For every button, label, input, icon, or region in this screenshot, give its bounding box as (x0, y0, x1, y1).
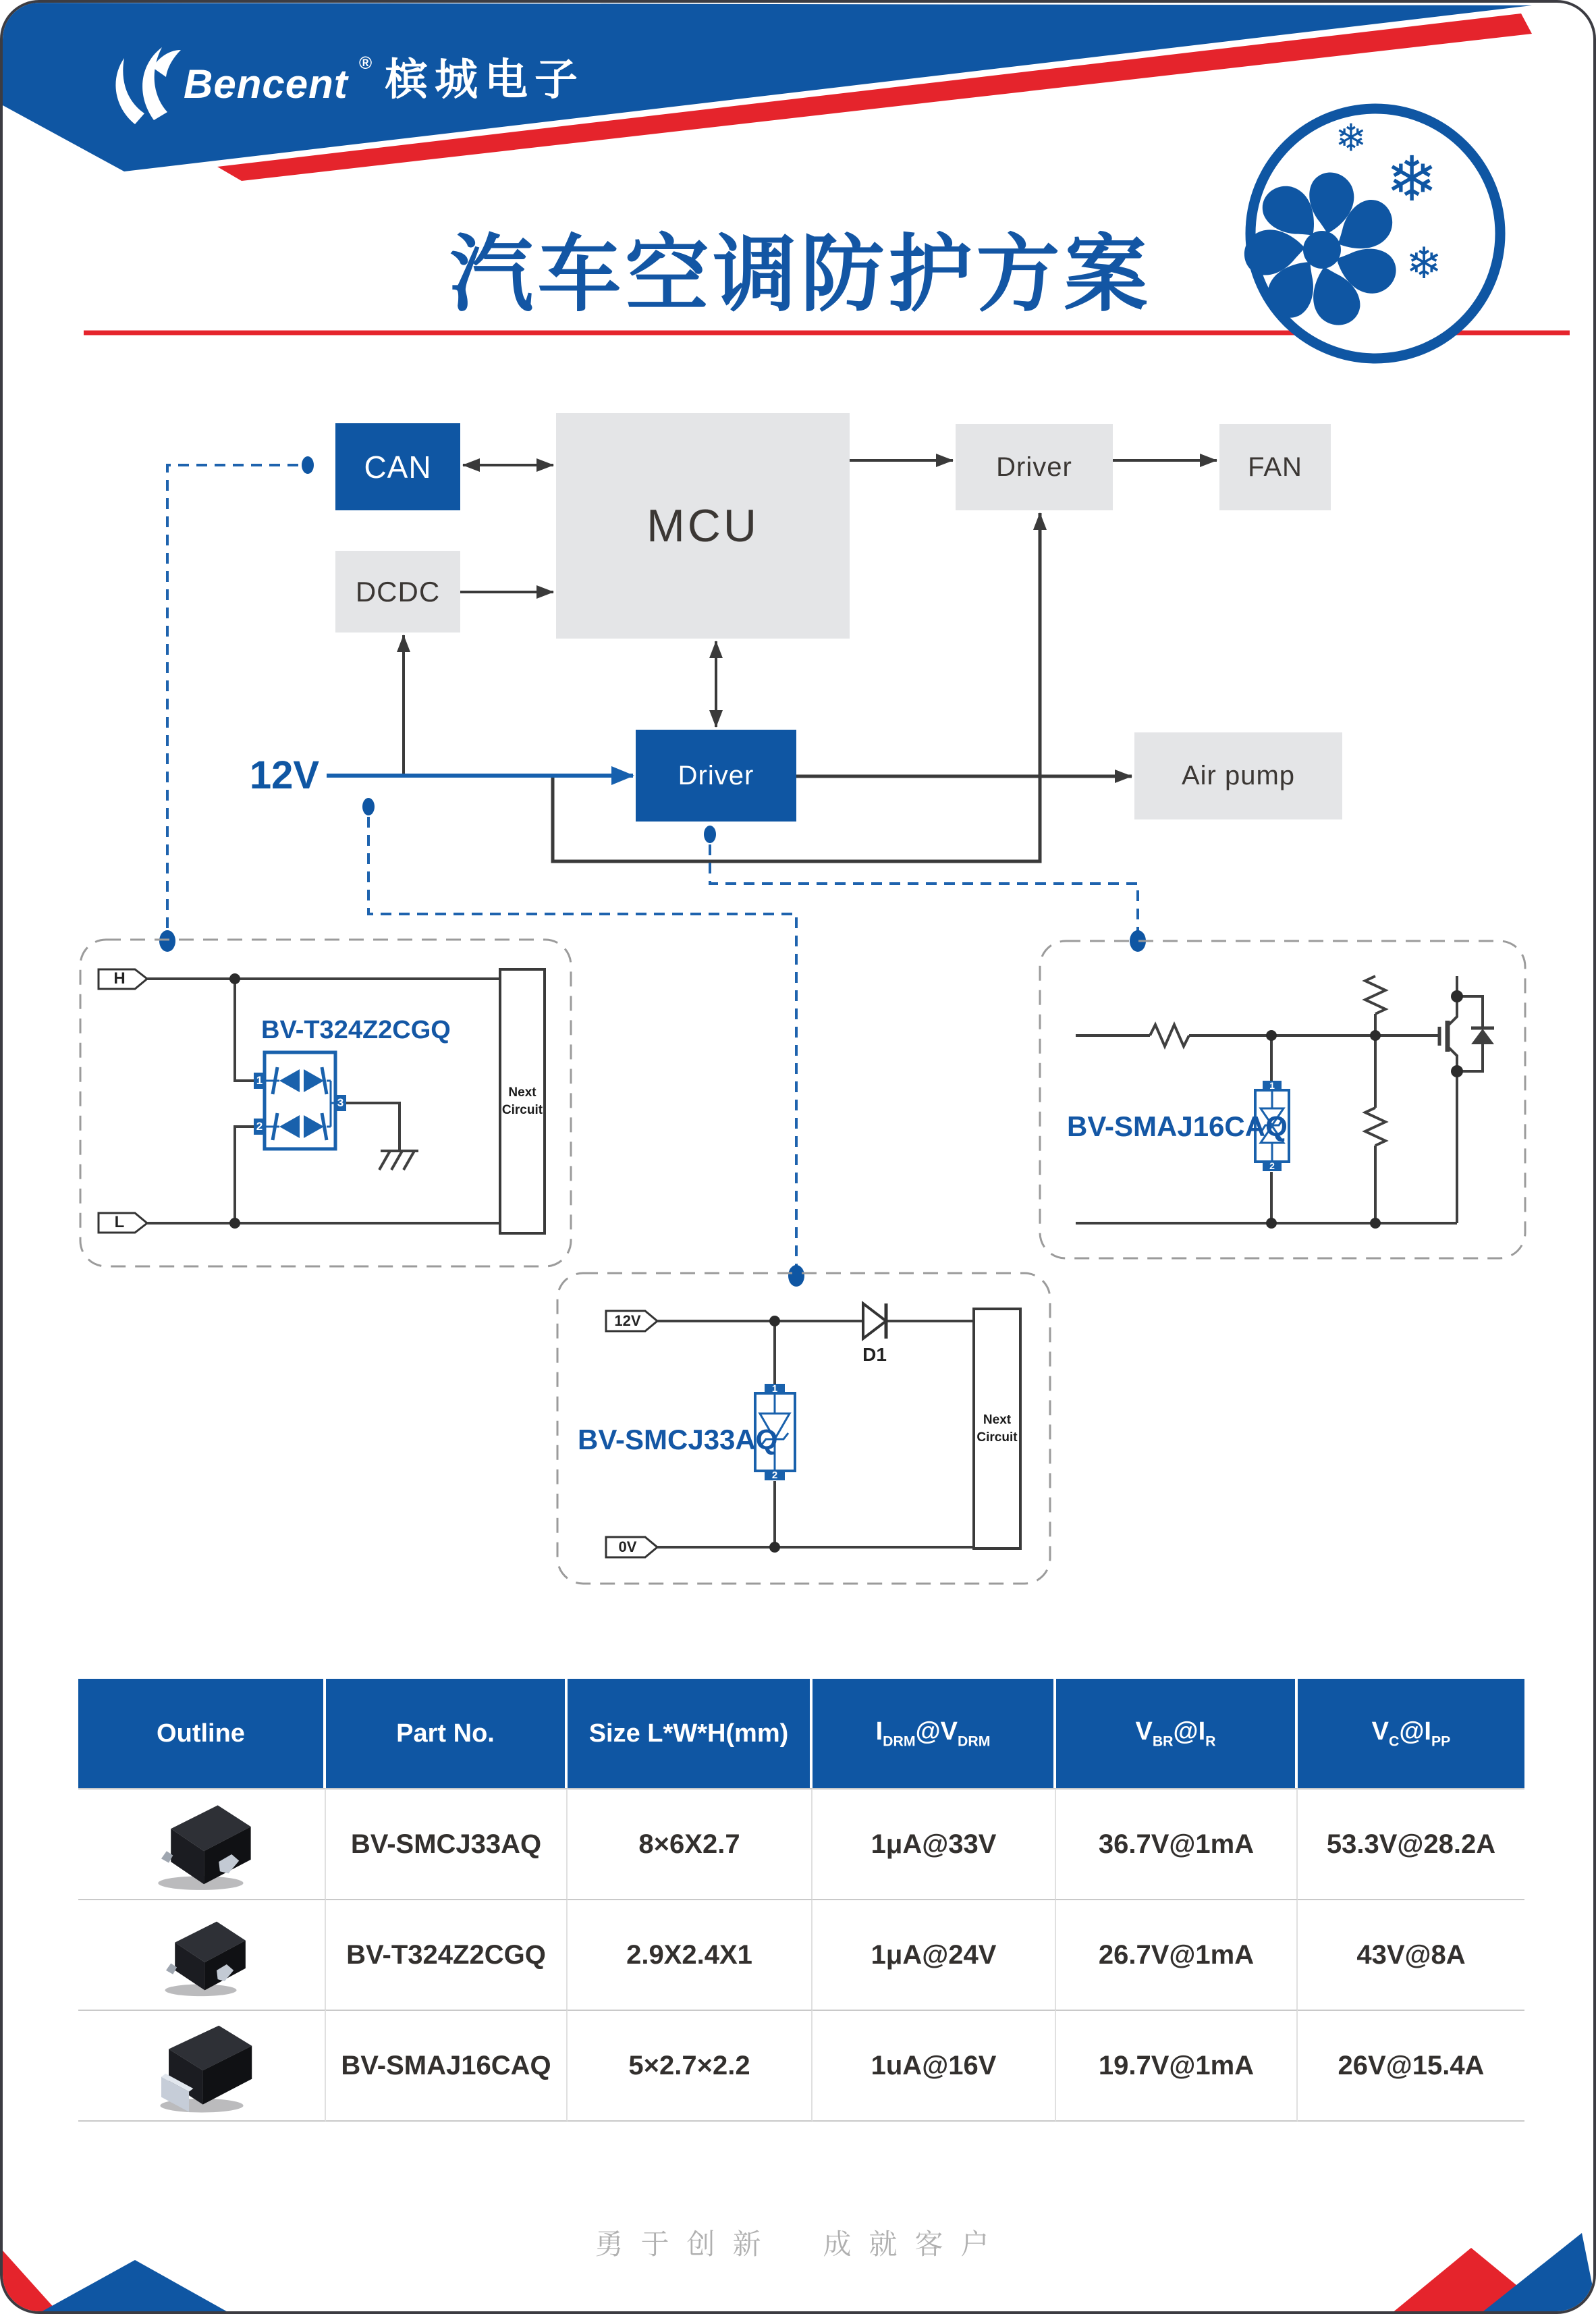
page-title: 汽车空调防护方案 (449, 228, 1152, 321)
table-cell-vbr: 36.7V@1mA (1056, 1788, 1298, 1899)
connector-h-label: H (113, 969, 126, 988)
table-cell-idrm: 1uA@16V (813, 2010, 1056, 2122)
table-cell-part: BV-SMCJ33AQ (326, 1788, 568, 1899)
pin-label: 1 (1269, 1080, 1275, 1091)
circuit-right (1040, 941, 1525, 1258)
freewheel-diode (1471, 1029, 1494, 1044)
package-photo-sma (134, 2015, 269, 2116)
supply-12v-label: 12V (249, 753, 320, 797)
dash-can-leftbox (167, 465, 298, 936)
footer-slogan-part1: 勇于创新 (595, 2228, 779, 2260)
col-header-idrm (813, 1679, 1056, 1788)
spec-table (78, 1679, 1524, 2122)
table-cell-size: 2.9X2.4X1 (568, 1899, 813, 2010)
pin-label: 3 (337, 1096, 344, 1109)
table-cell-part: BV-SMAJ16CAQ (326, 2010, 568, 2122)
table-cell-idrm: 1μA@33V (813, 1788, 1056, 1899)
dash-driver-rightbox (710, 844, 1138, 936)
col-header-vbr (1056, 1679, 1298, 1788)
brand-registered-mark: ® (359, 52, 373, 73)
block-fan: FAN (1219, 424, 1331, 510)
table-row-outline (78, 1899, 326, 2010)
brand-logo-chinese: 槟城电子 (385, 55, 584, 104)
table-row-outline (78, 1788, 326, 1899)
header-vc-text: $V_C@I_{PP}$ (1371, 1717, 1451, 1750)
block-dcdc: DCDC (335, 551, 460, 633)
table-cell-vc: 26V@15.4A (1298, 2010, 1524, 2122)
pin-label: 2 (771, 1469, 778, 1481)
table-cell-size: 8×6X2.7 (568, 1788, 813, 1899)
col-header-vc (1298, 1679, 1524, 1788)
table-cell-part: BV-T324Z2CGQ (326, 1899, 568, 2010)
connector-12v-label: 12V (614, 1312, 641, 1329)
pin-label: 1 (771, 1382, 778, 1395)
header-idrm-text: $I_{DRM}@V_{DRM}$ (875, 1717, 991, 1750)
next-circuit-left (500, 969, 545, 1233)
table-cell-idrm: 1μA@24V (813, 1899, 1056, 2010)
snowflake-icon: ❄ (1406, 239, 1442, 288)
resistor-series (1150, 1025, 1189, 1046)
block-air-pump: Air pump (1134, 732, 1342, 819)
block-driver-fan: Driver (956, 424, 1113, 510)
next-circuit-line1: Next (983, 1412, 1012, 1427)
footer-slogan (3, 2222, 1596, 2263)
snowflake-icon: ❄ (1385, 145, 1438, 214)
next-circuit-line2: Circuit (976, 1430, 1018, 1445)
col-header-part: Part No. (326, 1679, 568, 1788)
block-driver-pump: Driver (636, 730, 796, 822)
circuit-left (80, 940, 571, 1266)
brand-logo-text: Bencent (184, 61, 348, 107)
snowflake-icon: ❄ (1335, 116, 1367, 159)
diode-d1-symbol (863, 1303, 886, 1339)
table-cell-vbr: 26.7V@1mA (1056, 1899, 1298, 2010)
table-cell-vc: 53.3V@28.2A (1298, 1788, 1524, 1899)
header-vbr-text: $V_{BR}@I_R$ (1135, 1717, 1216, 1750)
col-header-size: Size L*W*H(mm) (568, 1679, 813, 1788)
pin-label: 2 (1269, 1160, 1275, 1171)
part-number-right: BV-SMAJ16CAQ (1067, 1110, 1288, 1142)
package-photo-sot (141, 1908, 263, 2002)
connector-l-label: L (114, 1213, 125, 1231)
table-cell-size: 5×2.7×2.2 (568, 2010, 813, 2122)
block-mcu: MCU (556, 413, 850, 639)
connector-0v-label: 0V (618, 1538, 637, 1555)
resistor-gate (1365, 1108, 1385, 1146)
diode-d1-label: D1 (862, 1344, 887, 1365)
pin-label: 1 (256, 1074, 263, 1087)
tvs-symbol-left (254, 1052, 346, 1149)
resistor-pullup (1365, 976, 1385, 1014)
block-can: CAN (335, 423, 460, 510)
col-header-outline: Outline (78, 1679, 326, 1788)
part-number-left: BV-T324Z2CGQ (261, 1015, 451, 1044)
pin-label: 2 (256, 1120, 263, 1133)
table-cell-vbr: 19.7V@1mA (1056, 2010, 1298, 2122)
next-circuit-middle (974, 1309, 1020, 1549)
table-row-outline (78, 2010, 326, 2122)
table-cell-vc: 43V@8A (1298, 1899, 1524, 2010)
footer-slogan-part2: 成就客户 (823, 2228, 1007, 2260)
package-photo-smc (134, 1794, 269, 1895)
part-number-middle: BV-SMCJ33AQ (578, 1424, 778, 1455)
next-circuit-line2: Circuit (501, 1102, 543, 1117)
next-circuit-line1: Next (508, 1085, 536, 1100)
